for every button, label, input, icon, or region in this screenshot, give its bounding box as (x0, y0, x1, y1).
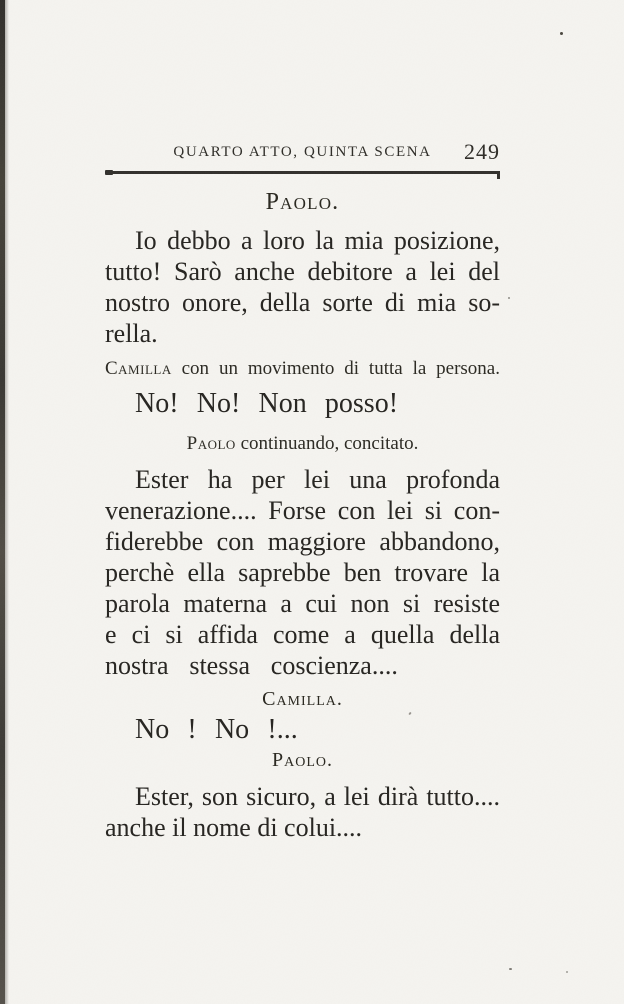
speech-line: anche il nome di colui.... (105, 813, 363, 842)
page-text-block (105, 141, 500, 843)
speech-paolo-1 (105, 225, 500, 349)
direction-speaker-name: Paolo (186, 433, 236, 454)
header-rule (105, 171, 500, 174)
dialogue-camilla-2: No ! No !... (135, 714, 298, 745)
stage-direction-paolo (105, 433, 500, 455)
speaker-heading-paolo-2: Paolo. (271, 749, 333, 771)
scan-speck (566, 971, 568, 973)
direction-text: con un movimento di tutta la persona. (181, 358, 500, 379)
page-number: 249 (464, 139, 500, 164)
stage-direction-camilla (105, 358, 500, 380)
direction-text: continuando, concitato. (240, 433, 419, 454)
speech-line: rella. (105, 319, 158, 348)
running-header-title: QUARTO ATTO, QUINTA SCENA (173, 144, 432, 160)
speech-line: fiderebbe con maggiore abbandono, (105, 527, 500, 556)
speaker-heading-paolo-1: Paolo. (265, 189, 340, 215)
speech-paolo-2 (105, 464, 500, 681)
speech-line: venerazione.... Forse con lei si con- (105, 496, 500, 525)
direction-speaker-name: Camilla (105, 358, 172, 379)
dialogue-camilla-1: No! No! Non posso! (135, 388, 399, 419)
speech-line: Io debbo a loro la mia posizione, (135, 226, 500, 255)
speech-line: e ci si affida come a quella della (105, 620, 500, 649)
scan-gutter-shadow-fade (5, 0, 9, 1004)
scan-speck (508, 297, 510, 299)
speech-paolo-3 (105, 781, 500, 843)
speech-line: nostro onore, della sorte di mia so- (105, 288, 500, 317)
scan-speck (560, 32, 563, 35)
speaker-heading-camilla: Camilla. (262, 688, 343, 710)
speech-line: tutto! Sarò anche debitore a lei del (105, 257, 500, 286)
speech-line: Ester ha per lei una profonda (135, 465, 500, 494)
speech-line: perchè ella saprebbe ben trovare la (105, 558, 500, 587)
speech-line: parola materna a cui non si resiste (105, 589, 500, 618)
speech-line: nostra stessa coscienza.... (105, 651, 398, 680)
speech-line: Ester, son sicuro, a lei dirà tutto.... (135, 782, 500, 811)
running-header (105, 141, 500, 163)
scan-speck (509, 968, 512, 970)
